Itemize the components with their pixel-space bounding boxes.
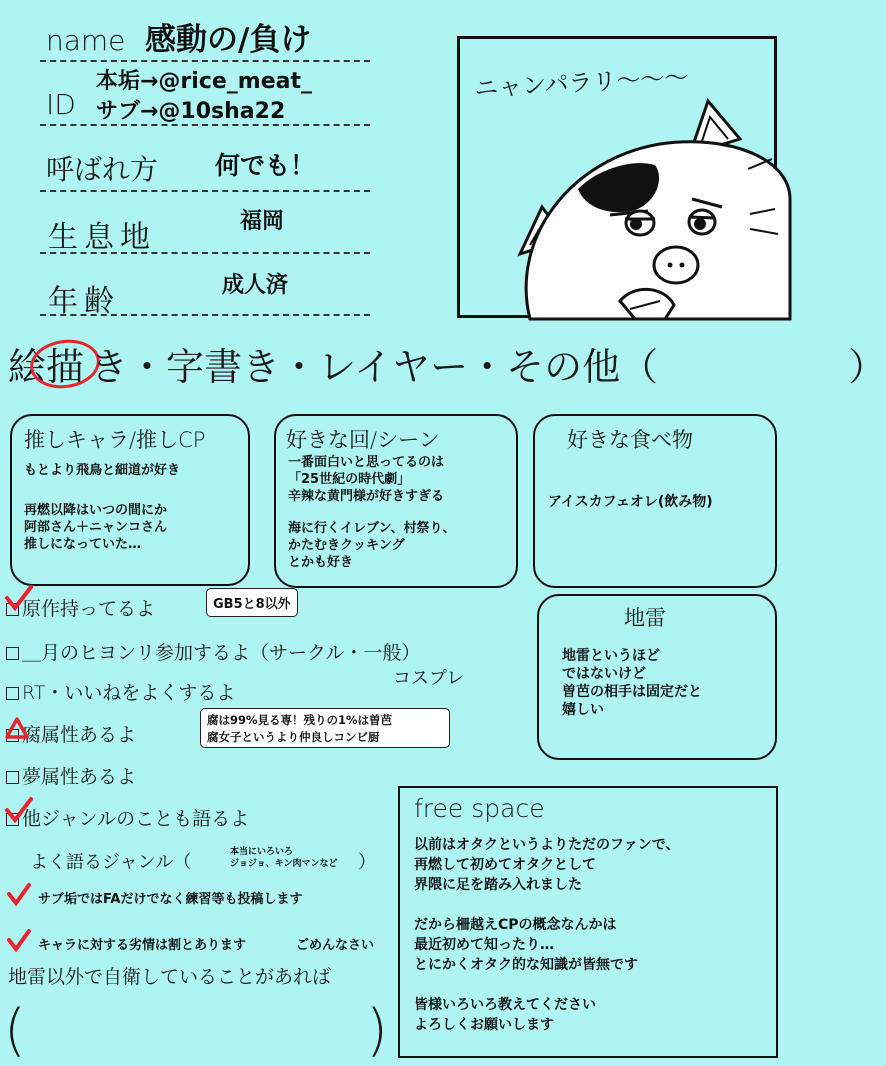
check-other-genre[interactable]	[6, 804, 249, 831]
original-note: GB5と8以外	[206, 588, 298, 617]
check-event[interactable]	[6, 638, 420, 665]
fujoshi-note-line2: 腐女子というより仲良しコンビ厨	[207, 730, 380, 744]
called-label: 呼ばれ方	[46, 153, 159, 186]
age-value: 成人済	[222, 273, 289, 298]
episode-line6: とかも好き	[288, 555, 354, 570]
fujoshi-note	[200, 708, 450, 748]
free-space-line8: よろしくお願いします	[414, 1017, 554, 1033]
check-dream-label: 夢属性あるよ	[22, 766, 137, 788]
food-title: 好きな食べ物	[567, 428, 693, 452]
fujoshi-note-line1: 腐は99%見る専！残りの1%は曽芭	[207, 713, 393, 727]
episode-line4: 海に行くイレブン、村祭り、	[288, 521, 456, 536]
free-space-line3: 界隈に足を踏み入れました	[414, 877, 582, 893]
checkbox[interactable]	[6, 647, 19, 660]
cat-illustration	[460, 39, 774, 315]
genres-note2: ジョジョ、キン肉マンなど	[230, 859, 338, 869]
oshi-line1: もとより飛鳥と細道が好き	[24, 463, 181, 478]
defense-close-paren: )	[366, 998, 388, 1063]
passion-note: キャラに対する劣情は割とあります	[38, 938, 247, 953]
free-space-line2: 再燃して初めてオタクとして	[414, 857, 596, 873]
id-sub: サブ→@10sha22	[96, 99, 286, 124]
check-dream[interactable]	[6, 762, 136, 789]
event-cosplay: コスプレ	[393, 668, 465, 689]
habitat-label: 生息地	[48, 220, 156, 255]
genres-note1: 本当にいろいろ	[230, 847, 294, 857]
free-space-line1: 以前はオタクというよりただのファンで、	[414, 837, 680, 853]
episode-line3: 辛辣な黄門様が好きすぎる	[288, 489, 445, 504]
called-divider	[40, 190, 370, 192]
check-rt-label: RT・いいねをよくするよ	[22, 682, 236, 704]
red-check-icon	[4, 584, 34, 612]
check-rt[interactable]	[6, 678, 235, 705]
id-main: 本垢→@rice_meat_	[96, 69, 312, 94]
jirai-title: 地雷	[624, 606, 666, 630]
checkbox[interactable]	[6, 771, 19, 784]
free-space-line6: とにかくオタク的な知識が皆無です	[414, 957, 638, 973]
comic-caption: ニャンパラリ〜〜〜	[473, 63, 690, 103]
red-check-icon	[4, 796, 34, 824]
age-label: 年齢	[48, 284, 120, 319]
episode-line1: 一番面白いと思ってるのは	[288, 455, 445, 470]
roles-circled: 絵描	[8, 345, 85, 389]
id-label: ID	[46, 88, 76, 121]
free-space-box	[398, 786, 778, 1058]
food-value: アイスカフェオレ(飲み物)	[548, 494, 713, 510]
oshi-title: 推しキャラ/推しCP	[24, 428, 206, 452]
called-value: 何でも！	[215, 151, 316, 180]
free-space-line4: だから柵越えCPの概念なんかは	[414, 917, 617, 933]
free-space-title: free space	[414, 794, 545, 823]
habitat-value: 福岡	[240, 209, 285, 234]
red-check-icon	[6, 882, 32, 906]
genres-close: ）	[358, 852, 376, 873]
oshi-line2: 再燃以降はいつの間にか	[24, 503, 168, 518]
oshi-line4: 推しになっていた…	[24, 537, 142, 552]
jirai-line3: 曽芭の相手は固定だと	[562, 684, 702, 700]
episode-title: 好きな回/シーン	[286, 428, 440, 452]
defense-label: 地雷以外で自衛していることがあれば	[8, 966, 332, 988]
genres-label: よく語るジャンル（	[30, 852, 192, 873]
free-space-line5: 最近初めて知ったり…	[414, 937, 554, 953]
free-space-line7: 皆様いろいろ教えてください	[414, 997, 596, 1013]
name-value: 感動の/負け	[145, 22, 312, 58]
habitat-divider	[40, 252, 370, 254]
defense-open-paren: (	[4, 998, 26, 1063]
comic-panel	[457, 36, 777, 318]
id-divider	[40, 124, 370, 126]
episode-line2: 「25世紀の時代劇」	[288, 472, 411, 487]
episode-line5: かたむきクッキング	[288, 538, 405, 553]
jirai-line2: ではないけど	[562, 666, 646, 682]
check-other-genre-label: 他ジャンルのことも語るよ	[22, 808, 250, 830]
checkbox[interactable]	[6, 687, 19, 700]
red-check-icon	[6, 928, 32, 952]
name-divider	[40, 60, 370, 62]
name-label: name	[46, 24, 126, 57]
red-triangle-icon	[4, 716, 30, 740]
jirai-line4: 嬉しい	[562, 702, 604, 718]
jirai-line1: 地雷というほど	[562, 648, 660, 664]
roles-line: き・字書き・レイヤー・その他（ ）	[90, 345, 886, 389]
check-event-label: ＿月のヒヨンリ参加するよ（サークル・一般）	[22, 642, 421, 664]
age-divider	[40, 314, 370, 316]
oshi-line3: 阿部さん＋ニャンコさん	[24, 520, 168, 535]
check-original-label: 原作持ってるよ	[22, 598, 156, 620]
apology-note: ごめんなさい	[296, 938, 375, 953]
sub-account-note: サブ垢ではFAだけでなく練習等も投稿します	[38, 892, 303, 907]
check-fujoshi-label: 腐属性あるよ	[22, 724, 137, 746]
